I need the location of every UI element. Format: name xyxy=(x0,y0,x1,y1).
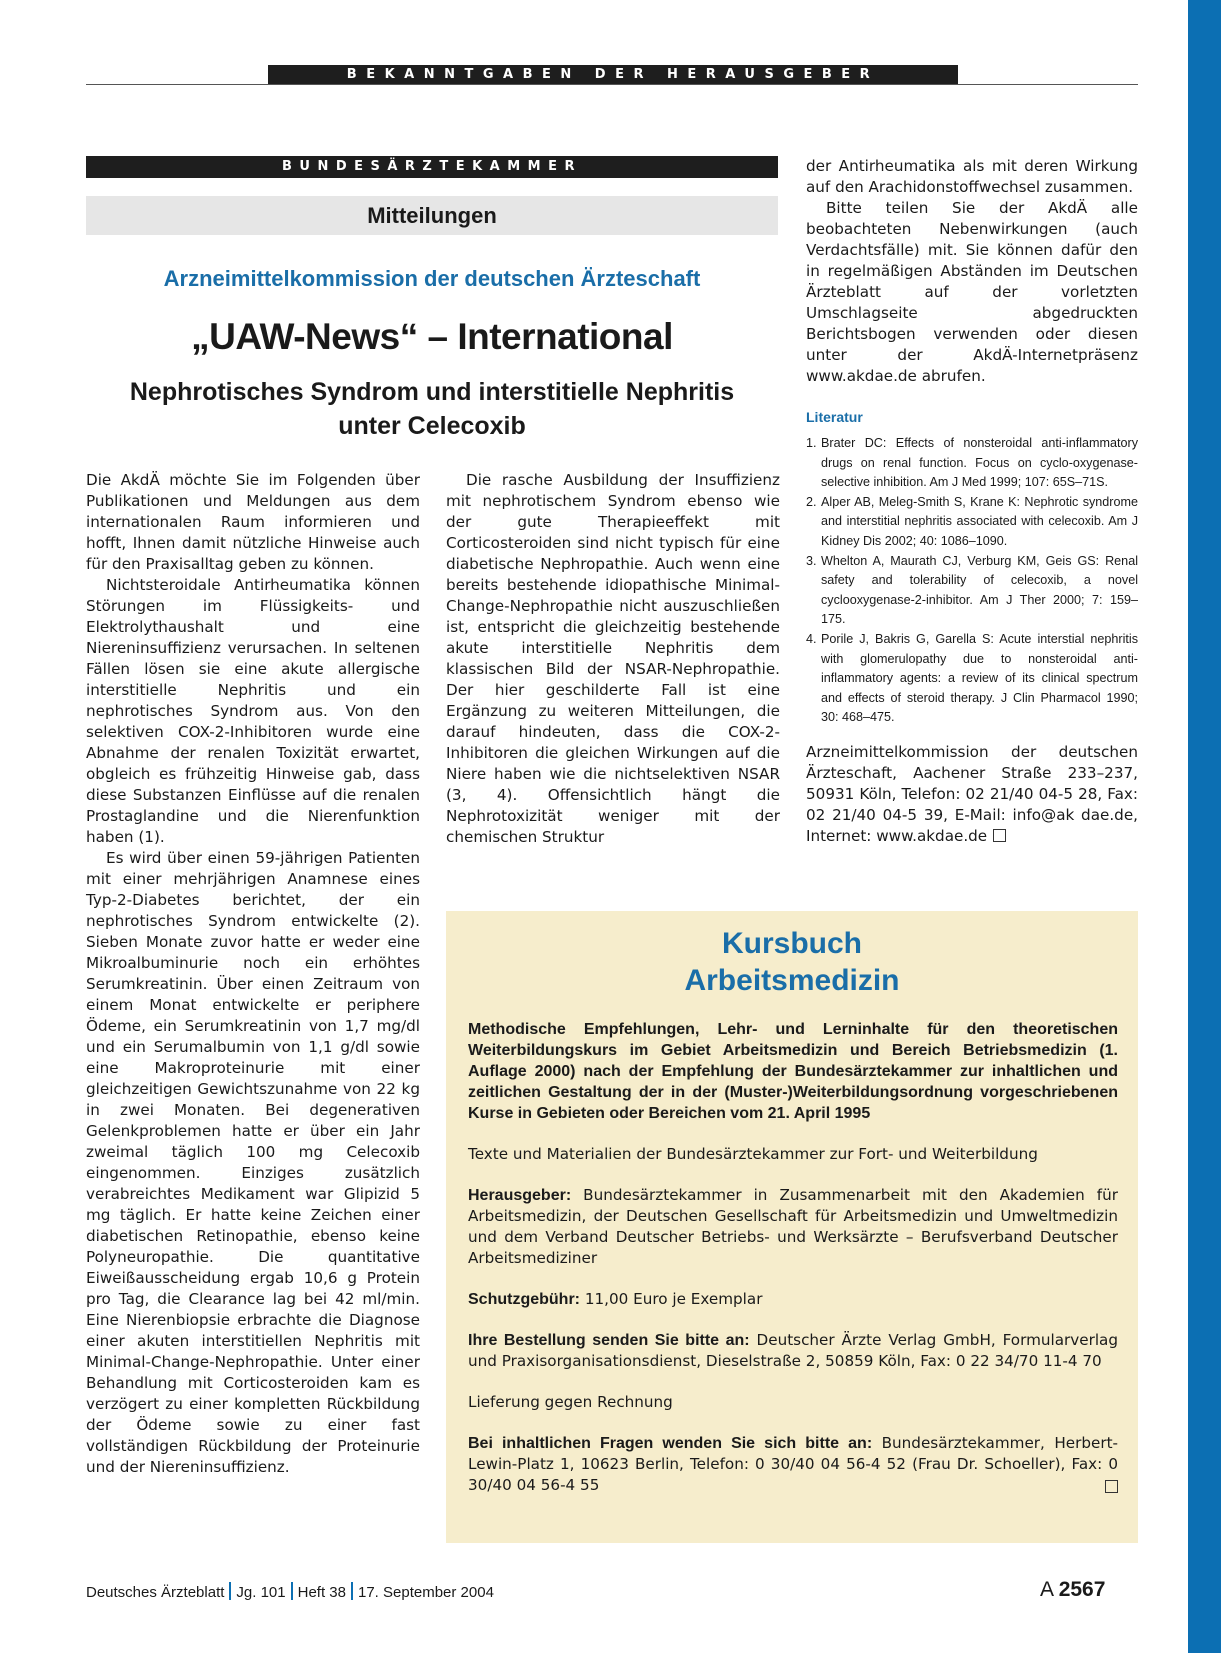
category-banner: Mitteilungen xyxy=(86,196,778,235)
kursbuch-publisher: Herausgeber: Bundesärztekammer in Zusammenarbeit mit den Akademien für Arbeitsmedizin, der Deutschen Gesellschaft für Arbeitsmedizin und Umweltmedizin und dem Verband Deutscher Betriebs- und Werksärzte – Berufsverband Deutscher Arbeitsmediziner xyxy=(468,1186,1119,1267)
paragraph: Die AkdÄ möchte Sie im Folgenden über Publikationen und Meldungen aus dem internationalen Raum informieren und hofft, Ihnen damit nützliche Hinweise auch für den Praxisalltag geben zu können. xyxy=(86,471,420,573)
literature-item: 1. Brater DC: Effects of nonsteroidal anti-inflammatory drugs on renal function. Focus on cyclo-oxygenase-selective inhibition. Am J Med 1999; 107: 65S–71S. xyxy=(806,436,1138,490)
kursbuch-title: Kursbuch Arbeitsmedizin xyxy=(684,927,900,997)
page-number: A 2567 xyxy=(1040,1578,1106,1601)
article-column-3 xyxy=(806,156,1138,847)
article-title: „UAW-News“ – International xyxy=(191,316,673,357)
header-rule xyxy=(86,84,1138,85)
kursbuch-intro: Methodische Empfehlungen, Lehr- und Lerninhalte für den theoretischen Weiterbildungskurs im Gebiet Arbeitsmedizin und Bereich Betriebsmedizin (1. Auflage 2000) nach der Empfehlung der Bundesärztekammer zur inhaltlichen und zeitlichen Gestaltung der in der (Muster-)Weiterbildungsordnung vorgeschriebenen Kurse in Gebieten oder Bereichen vom 21. April 1995 xyxy=(468,1021,1118,1122)
organization-title: Arzneimittelkommission der deutschen Ärzteschaft xyxy=(163,266,701,291)
literature-item: 3. Whelton A, Maurath CJ, Verburg KM, Geis GS: Renal safety and tolerability of celecoxib, a novel cyclooxygenase-2-inhibitor. Am J Ther 2000; 7: 159–175. xyxy=(806,553,1138,627)
literature-item: 2. Alper AB, Meleg-Smith S, Krane K: Nephrotic syndrome and interstitial nephritis associated with celecoxib. Am J Kidney Dis 2002; 40: 1086–1090. xyxy=(806,494,1138,548)
literature-heading: Literatur xyxy=(806,409,863,425)
end-mark-icon xyxy=(1105,1480,1118,1493)
end-mark-icon xyxy=(993,829,1006,842)
paragraph: Bitte teilen Sie der AkdÄ alle beobachteten Nebenwirkungen (auch Verdachtsfälle) mit. Sie können dafür den in regelmäßigen Abständen im Deutschen Ärzteblatt auf der vorletzten Umschlagseite abgedruckten Berichtsbogen verwenden oder diesen unter der AkdÄ-Internetpräsenz www.akdae.de abrufen. xyxy=(806,199,1138,385)
kursbuch-body xyxy=(468,1019,1118,1516)
paragraph: Nichtsteroidale Antirheumatika können Störungen im Flüssigkeits- und Elektrolythaushalt und eine Niereninsuffizienz verursachen. In seltenen Fällen lösen sie eine akute allergische interstitielle Nephritis und ein nephrotisches Syndrom aus. Von den selektiven COX-2-Inhibitoren wurde eine Abnahme der renalen Toxizität erwartet, obgleich es frühzeitig Hinweise gab, dass diese Substanzen Einflüsse auf die renalen Prostaglandine und die Nierenfunktion haben (1). xyxy=(86,576,420,846)
volume: Jg. 101 xyxy=(236,1584,286,1601)
kursbuch-fee: Schutzgebühr: 11,00 Euro je Exemplar xyxy=(468,1290,763,1308)
article-column-2 xyxy=(446,470,780,848)
literature-list xyxy=(806,434,1138,728)
subtitle-line-1: Nephrotisches Syndrom und interstitielle Nephritis xyxy=(129,378,735,406)
article-column-1 xyxy=(86,470,420,1478)
kursbuch-order: Ihre Bestellung senden Sie bitte an: Deutscher Ärzte Verlag GmbH, Formularverlag und Praxisorganisationsdienst, Dieselstraße 2, 50859 Köln, Fax: 0 22 34/70 11-4 70 xyxy=(468,1331,1119,1370)
contact-address: Arzneimittelkommission der deutschen Ärzteschaft, Aachener Straße 233–237, 50931 Köln, Telefon: 02 21/40 04-5 28, Fax: 02 21/40 04-5 39, E-Mail: info@ak dae.de, Internet: www.akdae.de xyxy=(806,742,1138,845)
kursbuch-series: Texte und Materialien der Bundesärztekammer zur Fort- und Weiterbildung xyxy=(468,1145,1038,1163)
paragraph: Es wird über einen 59-jährigen Patienten mit einer mehrjährigen Anamnese eines Typ-2-Diabetes berichtet, der ein nephrotisches Syndrom entwickelte (2). Sieben Monate zuvor hatte er weder eine Mikroalbuminurie noch ein erhöhtes Serumkreatinin. Über einen Zeitraum von einem Monat entwickelte er periphere Ödeme, ein Serumkreatinin von 1,7 mg/dl und ein Serumalbumin von 1,1 g/dl sowie eine Makroproteinurie mit einer gleichzeitigen Gewichtszunahme von 22 kg in zwei Monaten. Bei degenerativen Gelenkproblemen hatte er über ein Jahr zweimal täglich 100 mg Celecoxib eingenommen. Einziges zusätzlich verabreichtes Medikament war Glipizid 5 mg täglich. Er hatte keine Zeichen einer diabetischen Retinopathie, ebenso keine Polyneuropathie. Die quantitative Eiweißausscheidung ergab 10,6 g Protein pro Tag, die Clearance lag bei 42 ml/min. Eine Nierenbiopsie erbrachte die Diagnose einer akuten interstitiellen Nephritis mit Minimal-Change-Nephropathie. Unter einer Behandlung mit Corticosteroiden kam es verzögert zu einer kompletten Rückbildung der Ödeme sowie zu einer fast vollständigen Rückbildung der Proteinurie und der Niereninsuffizienz. xyxy=(86,849,420,1476)
section-banner: BUNDESÄRZTEKAMMER xyxy=(86,156,778,178)
page-header-banner: BEKANNTGABEN DER HERAUSGEBER xyxy=(268,65,958,85)
kursbuch-box xyxy=(446,911,1138,1543)
article-subtitle xyxy=(86,375,778,443)
subtitle-line-2: unter Celecoxib xyxy=(338,412,526,440)
issue-date: 17. September 2004 xyxy=(358,1584,494,1601)
paragraph: der Antirheumatika als mit deren Wirkung auf den Arachidonstoffwechsel zusammen. xyxy=(806,157,1138,196)
kursbuch-delivery: Lieferung gegen Rechnung xyxy=(468,1393,673,1411)
journal-name: Deutsches Ärzteblatt xyxy=(86,1584,225,1601)
kursbuch-questions: Bei inhaltlichen Fragen wenden Sie sich bitte an: Bundesärztekammer, Herbert-Lewin-Platz 1, 10623 Berlin, Telefon: 0 30/40 04 56-4 52 (Frau Dr. Schoeller), Fax: 0 30/40 04 56-4 55 xyxy=(468,1434,1119,1494)
issue: Heft 38 xyxy=(297,1584,346,1601)
side-color-bar xyxy=(1188,0,1221,1653)
paragraph: Die rasche Ausbildung der Insuffizienz mit nephrotischem Syndrom ebenso wie der gute Therapieeffekt mit Corticosteroiden sind nicht typisch für eine diabetische Nephropathie. Auch wenn eine bereits bestehende idiopathische Minimal-Change-Nephropathie nicht auszuschließen ist, entspricht die gleichzeitig bestehende akute interstitielle Nephritis dem klassischen Bild der NSAR-Nephropathie. Der hier geschilderte Fall ist eine Ergänzung zu weiteren Mitteilungen, die darauf hindeuten, dass die COX-2-Inhibitoren die gleichen Wirkungen auf die Niere haben wie die nichtselektiven NSAR (3, 4). Offensichtlich hängt die Nephrotoxizität weniger mit der chemischen Struktur xyxy=(446,471,780,846)
literature-item: 4. Porile J, Bakris G, Garella S: Acute interstial nephritis with glomerulopathy due to nonsteroidal anti-inflammatory agents: a review of its clinical spectrum and effects of steroid therapy. J Clin Pharmacol 1990; 30: 468–475. xyxy=(806,631,1138,725)
page-footer xyxy=(86,1582,494,1601)
